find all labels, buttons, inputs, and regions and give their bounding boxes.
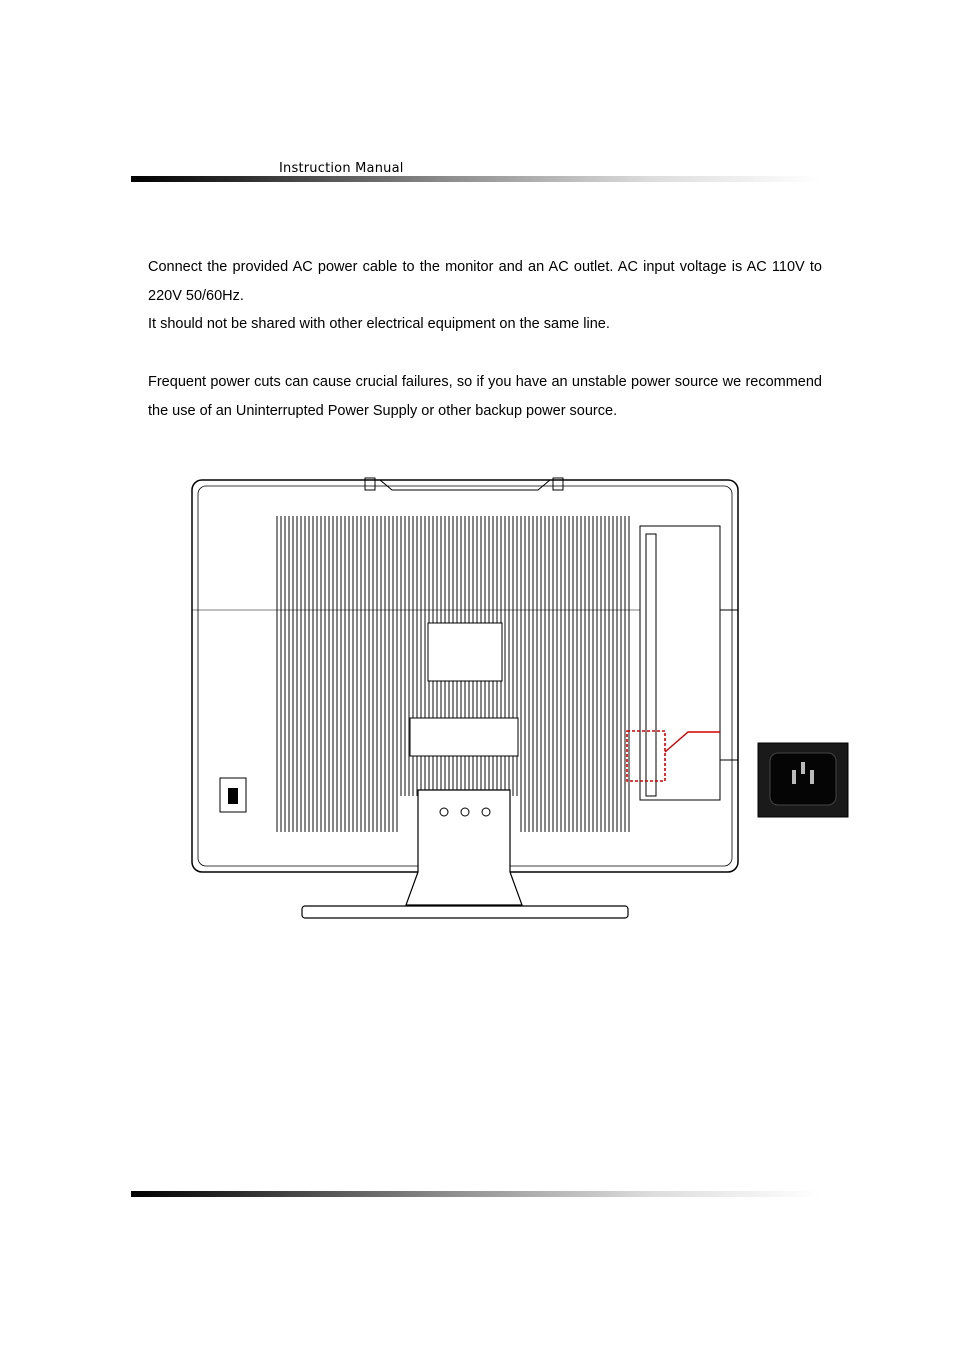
paragraph-power-connection: Connect the provided AC power cable to the monitor and an AC outlet. AC input voltage is AC 110V to 220V 50/60Hz. xyxy=(148,259,822,304)
header-title: Instruction Manual xyxy=(279,161,404,176)
ac-inlet-photo xyxy=(758,743,848,817)
footer-rule xyxy=(131,1191,821,1197)
power-switch xyxy=(220,778,246,812)
monitor-rear-diagram xyxy=(180,460,860,930)
paragraph-power-cuts: Frequent power cuts can cause crucial failures, so if you have an unstable power source we recommend the use of an Uninterrupted Power Supply or other backup power source. xyxy=(148,374,822,419)
paragraph-shared-line: It should not be shared with other electrical equipment on the same line. xyxy=(148,316,610,332)
header-rule xyxy=(131,176,821,182)
